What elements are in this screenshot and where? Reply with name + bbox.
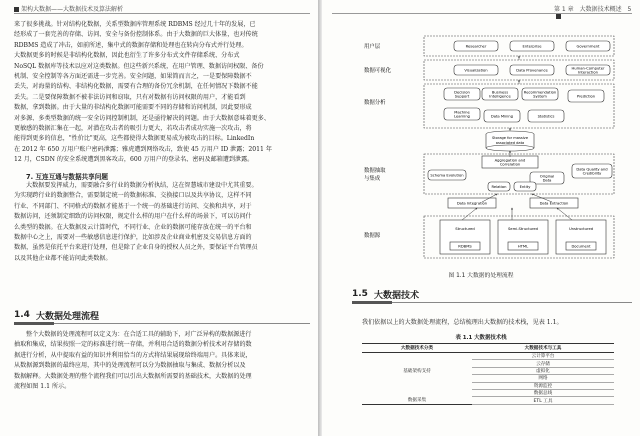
analysis-1-label: Intelligence <box>489 94 511 99</box>
integration-1-label: Data Quality and <box>576 167 608 172</box>
section-1-4-title: 大数据处理流程 <box>35 311 99 322</box>
section-7-title: 7. 互连互通与数据共享问题 <box>26 173 108 181</box>
text-line: 以及其他企业都不能访问此类数据。 <box>14 254 112 262</box>
analysis-0-label: Decision <box>454 90 470 95</box>
integration-5-label: Entity <box>519 184 531 189</box>
text-line: 从数据源到数据的最终应用，其中的处理流程可以分为数据抽取与集成、数据分析以及 <box>14 362 246 370</box>
table-cell-tool: 数据总线 <box>472 389 614 396</box>
viz-2-label: Human-Computer <box>571 66 605 71</box>
analysis-1-label: Business <box>491 90 509 95</box>
source-item-1-label: HTML <box>517 244 529 249</box>
section-1-4-rule <box>14 323 310 324</box>
table-row <box>362 353 614 360</box>
text-line: 数据解释。大数据处理的整个流程我们可以引出大数据所需要的基础技术，大数据的处理 <box>14 372 252 380</box>
text-line: 更敏感的数据汇集在一起，对潜在攻击者的吸引力更大，若攻击者成功实施一次攻击，将 <box>14 125 252 133</box>
book-icon <box>14 7 19 12</box>
text-line: 数据，虽然是依托平台来进行处理，但是除了企业自身的授权人员之外，要保证平台管理员 <box>14 244 258 252</box>
text-line: 机制、安全控制等各方面还需进一步完善。安全问题，如果简而言之，一是要保障数据不 <box>14 73 252 81</box>
text-line: RDBMS 造成了冲击，如前所述，集中式的数据存储和处理也在转向分布式并行处理。 <box>14 41 248 49</box>
layer-label-analysis: 数据分析 <box>364 100 386 106</box>
viz-0-label: Visualization <box>464 68 488 73</box>
table-cell-category <box>362 353 472 360</box>
page-number: 5 <box>627 6 632 13</box>
storage-cylinder <box>486 131 534 151</box>
left-header-text: 架构大数据——大数据技术及算法解析 <box>21 6 124 13</box>
section-1-4-heading <box>14 306 310 324</box>
integration-3-label: Original <box>539 174 555 179</box>
section-1-4-number: 1.4 <box>14 310 30 320</box>
table-cell-category <box>362 389 472 396</box>
text-line: 为实现跨行业的数据整合，需要制定统一的数据标准、交换接口以及共享协议，这样不同 <box>14 192 252 200</box>
text-line: 在 2012 年 650 万用户账户密码泄露；雅虎遭到网络攻击，致使 45 万用户 ID 泄露；2011 年 <box>14 145 272 153</box>
table-cell-category: 基础架构支持 <box>403 368 431 374</box>
table-cell-tool: 虚拟化 <box>472 367 614 374</box>
analysis-2-label: System <box>533 94 547 99</box>
analysis-4-label: Learning <box>453 114 471 119</box>
integration-1-label: Credibility <box>582 171 602 176</box>
text-line: 整个大数据的处理流程可以定义为：在合适工具的辅助下，对广泛异构的数据源进行 <box>26 331 252 338</box>
layer-label-extract-2: 与集成 <box>364 176 381 182</box>
text-line: 数据，拿到数据。由于大量的非结构化数据可能需要不同的存储和访问机制，因此要形成 <box>14 104 252 112</box>
text-line: 丢失。二是要保障数据不被非法访问和窃取，只有对数据有访问权限的用户，才能看到 <box>14 93 246 101</box>
analysis-6-label: Statistics <box>537 114 555 119</box>
source-0-label: Structured <box>455 227 475 231</box>
text-line: 抽取和集成，结果按照一定的标准进行统一存储，并利用合适的数据分析技术对存储的数 <box>14 341 252 349</box>
table-header-row <box>362 344 614 353</box>
security-paragraph <box>14 20 310 166</box>
chapter-label: 第 1 章 <box>554 6 574 13</box>
text-line: NoSQL 数据库等技术以应对这类数据。但这些新兴系统，在用户管理、数据访问权限、备份 <box>14 62 264 70</box>
text-line: 经形成了一套完善的存储、访问、安全与备份控制体系。由于大数据的巨大体量，也对传统 <box>14 31 258 39</box>
left-header-rule <box>14 13 310 14</box>
section-1-5-number: 1.5 <box>352 289 368 299</box>
viz-1-label: Data Provenance <box>516 68 548 73</box>
analysis-3-label: Prediction <box>576 94 596 99</box>
right-header-rule <box>332 13 632 14</box>
text-line: 么类型的数据。在大数据及云计算时代，不同行业、企业的数据可能存放在统一的平台和 <box>14 223 252 231</box>
sharing-paragraph <box>14 181 310 264</box>
section-1-5-text: 我们依据以上的大数据处理流程，总结梳理出大数据的技术栈，见表 1.1。 <box>362 319 563 326</box>
text-line: 大数据更多的时候是非结构化数据，因此也衍生了许多分布式文件存储系统、分布式 <box>14 52 240 60</box>
source-item-2-label: Document <box>571 244 591 249</box>
layer-label-user: 用户层 <box>364 44 381 50</box>
text-line: 行业、不同部门、不同格式的数据才能基于一个统一的基础进行访问、交换和共享，对于 <box>14 202 252 210</box>
table-cell-tool: ETL 工具 <box>472 397 614 404</box>
viz-2-label: Interaction <box>577 70 599 75</box>
storage-label-1: Storage for massive <box>491 136 529 140</box>
user-1-label: Enterprise <box>522 44 542 49</box>
table-row <box>362 389 614 396</box>
table-cell-category <box>362 382 472 389</box>
section-1-5-accent-bar <box>352 301 392 304</box>
source-item-0-label: RDBMS <box>458 244 472 249</box>
layer-label-viz: 数据可视化 <box>364 68 391 74</box>
table-cell-tool: 资源监控 <box>472 382 614 389</box>
text-line: 大数据要发挥威力，需要融合多行业的数据分析执结，这在智慧城市建设中尤其重要。 <box>26 182 258 189</box>
text-line: 流程如图 1.1 所示。 <box>14 383 71 391</box>
table-row <box>362 367 614 374</box>
right-running-header <box>554 4 640 20</box>
analysis-0-label: Support <box>454 94 470 99</box>
integration-0-label: Aggregation and <box>494 158 526 163</box>
layer-label-source: 数据源 <box>364 233 381 239</box>
analysis-5-label: Data Mining <box>490 114 514 119</box>
integration-4-label: Relation <box>491 184 507 189</box>
table-cell-tool: 网络 <box>472 375 614 382</box>
left-running-header <box>14 4 123 13</box>
source-1-label: Semi-Structured <box>507 227 539 231</box>
section-1-5-title: 大数据技术 <box>373 290 419 301</box>
tech-stack-table <box>362 343 614 405</box>
analysis-2-label: Recommendation <box>523 90 557 95</box>
text-line: 数据中心之上，需要对一些敏感信息进行保护，比如涉及企业商业机密及交易信息方面的 <box>14 234 252 242</box>
user-2-label: Government <box>576 44 600 49</box>
left-page <box>0 0 318 436</box>
table-cell-tool: 云计算平台 <box>472 353 614 360</box>
process-paragraph <box>14 330 310 392</box>
analysis-4-label: Machine <box>454 110 470 115</box>
table-cell-tool: 云存储 <box>472 360 614 367</box>
table-cell-category <box>362 375 472 382</box>
table-row <box>362 360 614 367</box>
integration-0-label: Correlation <box>499 162 521 167</box>
text-line: 能得到更多的信息，"性价比"更高，这些都使得大数据更易成为被攻击的目标。LinkedIn <box>14 135 255 143</box>
text-line: 来了很多挑战。针对结构化数据，关系型数据库管理系统 RDBMS 经过几十年的发展，已 <box>14 21 256 28</box>
section-1-4-accent-bar <box>14 322 54 325</box>
table-cell-category <box>362 360 472 367</box>
section-1-5-heading <box>352 285 632 303</box>
integration-2-label: Schema Evolution <box>430 173 464 178</box>
chapter-title: 大数据技术概述 <box>579 6 622 13</box>
table-header-tools: 大数据技术与工具 <box>472 344 614 353</box>
table-header-category: 大数据技术分类 <box>362 344 472 353</box>
table-row <box>362 397 614 404</box>
process-flow-diagram <box>362 32 624 268</box>
table-row <box>362 375 614 382</box>
text-line: 对多源、多类型数据的统一安全访问控制机制，还是亟待解决的问题。由于大数据意味着更多、 <box>14 114 270 122</box>
integration-3-label: Data <box>542 178 552 183</box>
table-title: 表 1.1 大数据技术栈 <box>455 335 507 341</box>
source-2-label: Unstructured <box>568 227 594 231</box>
table-row <box>362 382 614 389</box>
section-1-5-rule <box>352 302 632 303</box>
text-line: 丢失，对海量的结构、非结构化数据，需要有合理的备份冗余机制，在任何情况下数据不能 <box>14 83 258 91</box>
text-line: 数据访问，还须制定细致的访问权限，规定什么样的用户在什么样的场景下，可以访问什 <box>14 213 252 221</box>
book-icon <box>556 14 561 19</box>
extraction-1-label: Data Extraction <box>539 201 569 206</box>
figure-caption: 图 1.1 大数据的处理流程 <box>448 273 514 279</box>
table-cell-category: 数据采集 <box>362 397 472 404</box>
storage-label-2: associated data <box>495 141 525 145</box>
text-line: 据进行分析，从中提取有益的知识并利用恰当的方式将结果展现给终端用户。具体来说， <box>14 351 252 359</box>
user-0-label: Researcher <box>465 44 487 49</box>
right-page <box>322 0 640 436</box>
layer-label-extract: 数据抽取 <box>364 168 386 174</box>
extraction-0-label: Data Integration <box>456 201 488 206</box>
text-line: 12 月，CSDN 的安全系统遭到黑客攻击，600 万用户的登录名、密码及邮箱遭到泄露。 <box>14 156 254 164</box>
